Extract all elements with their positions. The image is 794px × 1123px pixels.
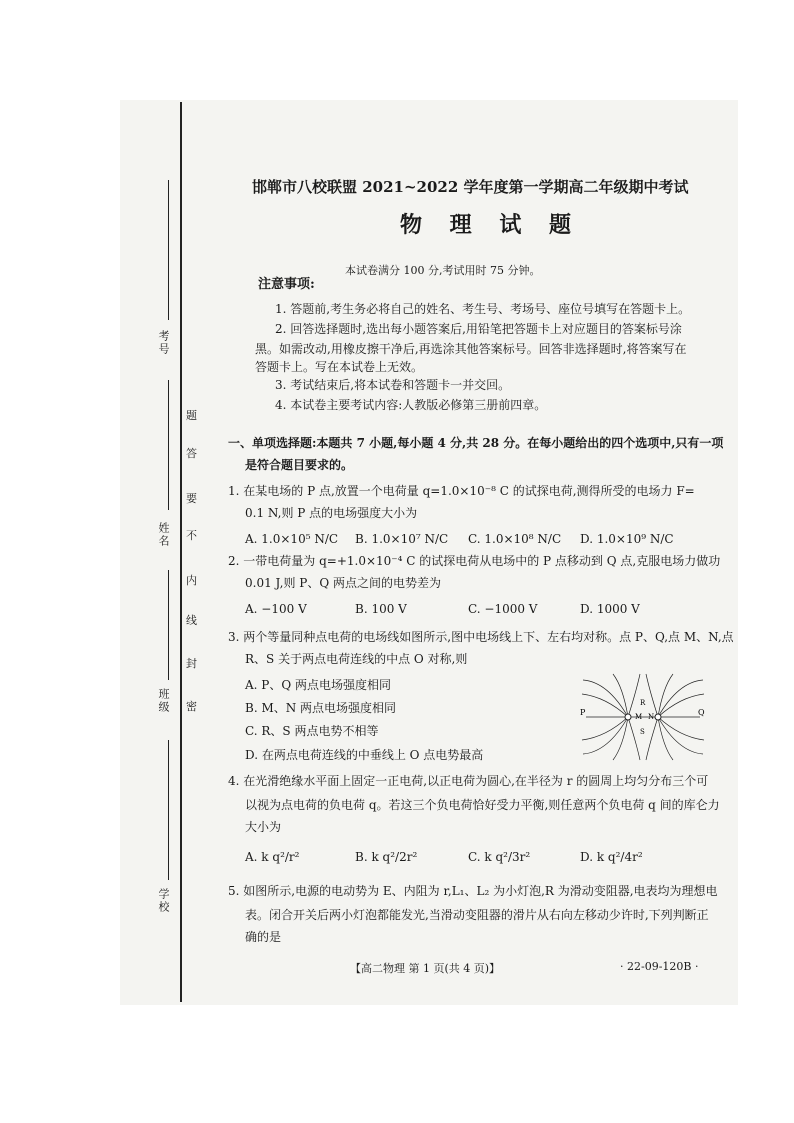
seal-char: 答: [186, 447, 197, 460]
paper-code: · 22-09-120B ·: [620, 960, 699, 973]
question-4-stem: 4. 在光滑绝缘水平面上固定一正电荷,以正电荷为圆心,在半径为 r 的圆周上均匀分布三个可: [228, 774, 709, 788]
q2-option-a[interactable]: A. −100 V: [245, 602, 307, 616]
question-5-stem: 5. 如图所示,电源的电动势为 E、内阻为 r,L₁、L₂ 为小灯泡,R 为滑动变阻器,电表均为理想电: [228, 884, 718, 898]
label-n: N: [648, 713, 655, 721]
seal-char: 内: [186, 574, 197, 587]
exam-info: 本试卷满分 100 分,考试用时 75 分钟。: [345, 264, 541, 277]
q1-option-a[interactable]: A. 1.0×10⁵ N/C: [245, 532, 339, 546]
q2-option-d[interactable]: D. 1000 V: [580, 602, 640, 616]
q4-option-a[interactable]: A. k q²/r²: [245, 850, 300, 864]
seal-char: 不: [186, 529, 197, 542]
exam-title: 邯郸市八校联盟 2021~2022 学年度第一学期高二年级期中考试: [252, 178, 689, 196]
note-item: 答题卡上。写在本试卷上无效。: [255, 360, 424, 374]
q3-option-d[interactable]: D. 在两点电荷连线的中垂线上 O 点电势最高: [245, 748, 484, 762]
label-q: Q: [698, 708, 705, 717]
name-label: 姓名: [157, 522, 170, 548]
question-4-stem-cont: 以视为点电荷的负电荷 q。若这三个负电荷恰好受力平衡,则任意两个负电荷 q 间的库仑力: [245, 798, 720, 812]
question-5-stem-cont2: 确的是: [245, 930, 282, 944]
page-footer: 【高二物理 第 1 页(共 4 页)】: [350, 962, 501, 975]
label-m: M: [635, 713, 643, 721]
note-item: 2. 回答选择题时,选出每小题答案后,用铅笔把答题卡上对应题目的答案标号涂: [275, 322, 682, 336]
school-blank: [168, 740, 169, 880]
note-item: 3. 考试结束后,将本试卷和答题卡一并交回。: [275, 378, 511, 392]
name-blank: [168, 380, 169, 510]
binding-line: [180, 102, 182, 1002]
exam-number-blank: [168, 180, 169, 320]
question-1-stem: 1. 在某电场的 P 点,放置一个电荷量 q=1.0×10⁻⁸ C 的试探电荷,测得所受的电场力 F=: [228, 484, 695, 498]
q2-option-c[interactable]: C. −1000 V: [468, 602, 538, 616]
q4-option-d[interactable]: D. k q²/4r²: [580, 850, 643, 864]
seal-char: 要: [186, 492, 197, 505]
note-item: 1. 答题前,考生务必将自己的姓名、考生号、考场号、座位号填写在答题卡上。: [275, 302, 691, 316]
question-4-stem-cont2: 大小为: [245, 820, 282, 834]
label-p: P: [580, 708, 586, 717]
field-lines-figure: [578, 672, 708, 762]
exam-number-label: 考号: [157, 330, 170, 356]
q2-option-b[interactable]: B. 100 V: [355, 602, 407, 616]
q1-option-b[interactable]: B. 1.0×10⁷ N/C: [355, 532, 449, 546]
seal-char: 封: [186, 657, 197, 670]
school-label: 学校: [157, 888, 170, 914]
seal-char: 密: [186, 700, 197, 713]
question-3-stem: 3. 两个等量同种点电荷的电场线如图所示,图中电场线上下、左右均对称。点 P、Q,点 M、N,点: [228, 630, 734, 644]
q4-option-b[interactable]: B. k q²/2r²: [355, 850, 418, 864]
section-heading-cont: 是符合题目要求的。: [245, 458, 354, 472]
question-1-stem-cont: 0.1 N,则 P 点的电场强度大小为: [245, 506, 418, 520]
q1-option-c[interactable]: C. 1.0×10⁸ N/C: [468, 532, 562, 546]
question-2-stem: 2. 一带电荷量为 q=+1.0×10⁻⁴ C 的试探电荷从电场中的 P 点移动到 Q 点,克服电场力做功: [228, 554, 721, 568]
question-3-stem-cont: R、S 关于两点电荷连线的中点 O 对称,则: [245, 652, 468, 666]
note-item: 4. 本试卷主要考试内容:人教版必修第三册前四章。: [275, 398, 547, 412]
notes-heading: 注意事项:: [258, 277, 315, 292]
label-r: R: [640, 699, 646, 707]
question-5-stem-cont: 表。闭合开关后两小灯泡都能发光,当滑动变阻器的滑片从右向左移动少许时,下列判断正: [245, 908, 709, 922]
question-2-stem-cont: 0.01 J,则 P、Q 两点之间的电势差为: [245, 576, 441, 590]
class-blank: [168, 570, 169, 680]
note-item: 黑。如需改动,用橡皮擦干净后,再选涂其他答案标号。回答非选择题时,将答案写在: [255, 342, 687, 356]
seal-char: 线: [186, 614, 197, 627]
q1-option-d[interactable]: D. 1.0×10⁹ N/C: [580, 532, 674, 546]
q3-option-a[interactable]: A. P、Q 两点电场强度相同: [245, 678, 392, 692]
class-label: 班级: [157, 688, 170, 714]
section-heading: 一、单项选择题:本题共 7 小题,每小题 4 分,共 28 分。在每小题给出的四个选项中,只有一项: [228, 436, 724, 450]
q3-option-b[interactable]: B. M、N 两点电场强度相同: [245, 701, 397, 715]
q4-option-c[interactable]: C. k q²/3r²: [468, 850, 531, 864]
q3-option-c[interactable]: C. R、S 两点电势不相等: [245, 724, 379, 738]
label-s: S: [640, 728, 645, 736]
subject-title: 物 理 试 题: [400, 212, 581, 238]
seal-char: 题: [186, 409, 197, 422]
